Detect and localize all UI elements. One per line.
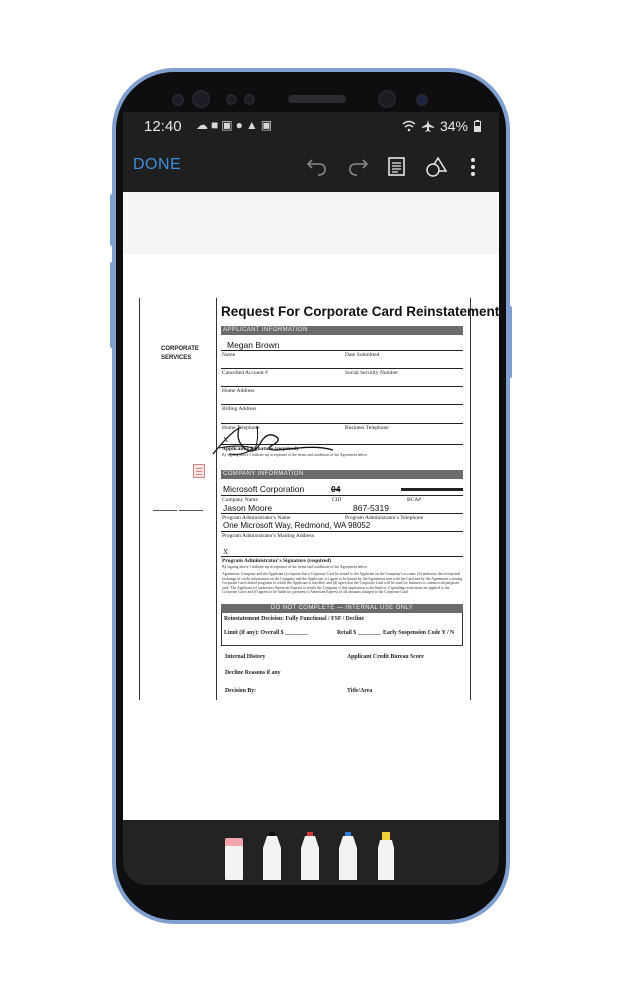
business-telephone-label: Business Telephone <box>345 425 389 431</box>
more-options-button[interactable] <box>463 150 483 184</box>
admin-signature-x: X <box>223 548 229 556</box>
home-telephone-label: Home Telephone <box>222 425 260 431</box>
battery-icon <box>474 120 481 132</box>
admin-signature-label: Program Administrator's Signature (required) <box>222 558 332 564</box>
blue-pen-tool[interactable] <box>337 830 359 885</box>
applicant-section-header: APPLICANT INFORMATION <box>221 326 463 335</box>
corporate-label: CORPORATE <box>161 346 199 352</box>
admin-phone-label: Program Administrator's Telephone <box>345 515 424 521</box>
cloud-icon: ☁ <box>196 118 208 132</box>
sensor-dot <box>172 94 184 106</box>
black-pen-tool[interactable] <box>261 830 283 885</box>
status-right <box>402 118 481 134</box>
applicant-signature-label: Applicant's Signature (required) <box>222 446 299 452</box>
company-name-value: Microsoft Corporation <box>223 484 305 494</box>
field-line <box>221 368 463 369</box>
wifi-icon <box>402 120 416 132</box>
field-line <box>221 386 463 387</box>
highlighter-icon <box>375 830 397 880</box>
billing-address-label: Billing Address <box>222 406 257 412</box>
phone-screen <box>123 112 499 885</box>
reinstatement-decision-label: Reinstatement Decision: Fully Functional / FSF / Decline <box>224 616 365 622</box>
sensor-dot <box>244 94 255 105</box>
internal-section-header: DO NOT COMPLETE — INTERNAL USE ONLY <box>221 604 463 613</box>
blue-pen-icon <box>337 830 359 880</box>
scanned-page[interactable] <box>123 254 499 820</box>
form-border-line <box>216 298 217 700</box>
handwritten-signature <box>209 424 339 460</box>
sensor-dot <box>416 94 428 106</box>
bca-label: BCA# <box>407 497 422 503</box>
applicant-name-value: Megan Brown <box>227 340 280 350</box>
admin-phone-value: 867-5319 <box>353 503 389 513</box>
excel-icon: ▣ <box>260 118 273 132</box>
home-address-label: Home Address <box>222 388 255 394</box>
notification-icons <box>196 118 272 132</box>
undo-button[interactable] <box>300 150 334 184</box>
bca-redacted <box>401 488 463 491</box>
highlighter-tool[interactable] <box>375 830 397 885</box>
eraser-icon <box>223 836 245 880</box>
redo-button[interactable] <box>341 150 375 184</box>
comment-note-icon[interactable] <box>193 464 205 478</box>
bixby-button <box>110 262 114 348</box>
applicant-consent-text: By signing above I indicate my acceptance of the terms and conditions of the Agreement below. <box>222 453 368 457</box>
limit-label: Limit (if any): Overall $ ________ <box>224 630 309 636</box>
red-pen-tool[interactable] <box>299 830 321 885</box>
ink-tools-bar <box>123 820 499 885</box>
front-camera <box>192 90 210 108</box>
field-line <box>221 531 463 532</box>
scan-edge-line <box>470 298 471 700</box>
document-title: Request For Corporate Card Reinstatement <box>221 304 499 319</box>
title-area-label: Title/Area <box>347 688 373 694</box>
shapes-icon <box>425 156 449 178</box>
field-line <box>221 513 463 514</box>
cid-label: CID <box>332 497 342 503</box>
volume-button <box>110 194 114 246</box>
field-line <box>221 350 463 351</box>
document-canvas[interactable] <box>123 192 499 820</box>
drive-icon: ▲ <box>245 118 258 132</box>
company-section-header: COMPANY INFORMATION <box>221 470 463 479</box>
decision-by-label: Decision By: <box>225 688 257 694</box>
onedrive-icon: ■ <box>211 118 219 132</box>
earpiece-speaker <box>288 95 346 103</box>
form-sheet <box>139 298 499 742</box>
editor-toolbar <box>123 142 499 192</box>
black-pen-icon <box>261 830 283 880</box>
done-button[interactable]: DONE <box>133 156 182 173</box>
internal-history-label: Internal History <box>225 654 266 660</box>
early-suspension-label: Early Suspension Code Y / N <box>383 630 455 636</box>
excel-icon: ▣ <box>221 118 233 132</box>
admin-address-value: One Microsoft Way, Redmond, WA 98052 <box>223 521 371 530</box>
undo-icon <box>306 156 328 178</box>
margin-mark <box>153 510 177 511</box>
cid-value: 04 <box>331 484 341 494</box>
onenote-icon: ● <box>235 118 243 132</box>
agreement-text: Agreement: Company and the Applicant (a) request that a Corporate Card be issued to the Applicant on the Company's account; (b) authorize the receipt and exchange of credit information on the Company and the Applicant; (c) agree to be bound by the Agreement sent with the Card and by the Agreement covering Corporate Card related programs to which the Applicant is enrolled; and (d) agree that the Corporate Card will be used for business or commercial purposes only. The Applicant (e) authorizes American Express to notify the Company if this application is declined or if spending restrictions are applied to the Corporate Card; and (f) agrees to be liable for payment to American Express of all amounts charged to the Corporate Card. <box>222 572 463 595</box>
services-label: SERVICES <box>161 355 192 361</box>
shapes-button[interactable] <box>420 150 454 184</box>
field-line <box>221 404 463 405</box>
more-vertical-icon <box>470 157 476 177</box>
status-bar <box>123 112 499 142</box>
credit-bureau-label: Applicant Credit Bureau Score <box>347 654 424 660</box>
company-name-label: Company Name <box>222 497 258 503</box>
red-pen-icon <box>299 830 321 880</box>
airplane-icon <box>422 120 434 132</box>
notes-button[interactable] <box>380 150 414 184</box>
margin-mark <box>179 510 203 511</box>
field-line <box>221 495 463 496</box>
signature-line <box>221 556 463 557</box>
date-submitted-label: Date Submitted <box>345 352 380 358</box>
eraser-tool[interactable] <box>223 836 245 885</box>
name-label: Name <box>222 352 236 358</box>
admin-address-label: Program Administrator's Mailing Address <box>222 533 314 539</box>
retail-label: Retail $ ________ <box>337 630 381 636</box>
admin-name-label: Program Administrator's Name <box>222 515 291 521</box>
admin-consent-text: By signing above I indicate my acceptance of the terms and conditions of the Agreement below. <box>222 565 368 569</box>
status-time: 12:40 <box>144 118 182 135</box>
decline-reasons-label: Decline Reasons if any <box>225 670 281 676</box>
cancelled-account-label: Cancelled Account # <box>222 370 268 376</box>
sensor-dot <box>226 94 237 105</box>
admin-name-value: Jason Moore <box>223 503 273 513</box>
iris-camera <box>378 90 396 108</box>
power-button <box>508 306 512 378</box>
applicant-signature-x: X <box>223 436 229 444</box>
battery-percent: 34% <box>439 118 468 134</box>
scan-edge-line <box>139 298 140 700</box>
redo-icon <box>347 156 369 178</box>
ssn-label: Social Security Number <box>345 370 398 376</box>
page-top-margin <box>123 192 499 254</box>
notes-icon <box>386 156 408 178</box>
